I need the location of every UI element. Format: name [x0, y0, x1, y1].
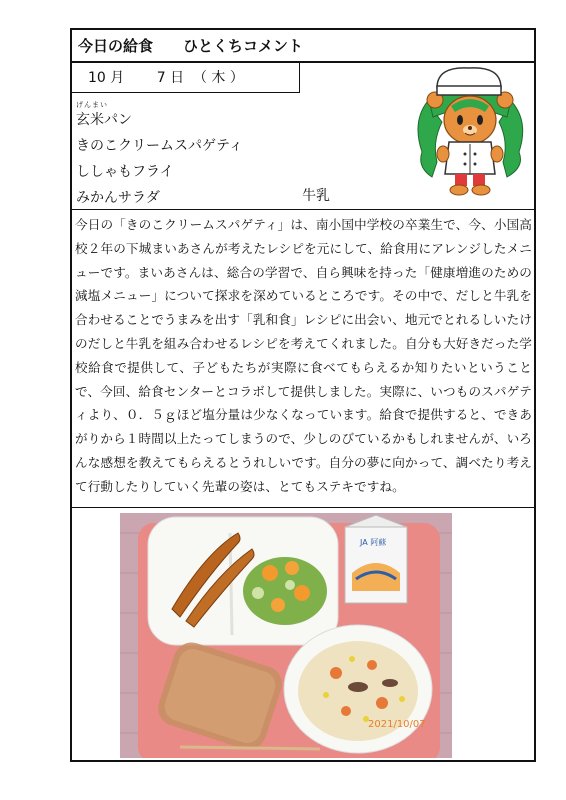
menu-item-label: ししゃもフライ	[76, 164, 174, 180]
comment-text: 今日の「きのこクリームスパゲティ」は、南小国中学校の卒業生で、今、小国高校２年の下城まいあさんが考えたレシピを元にして、給食用にアレンジしたメニューです。まいあさんは、総合の学習で、自ら興味を持った「健康増進のための減塩メニュー」について探求を深めているところです。その中で、だしと牛乳を合わせることでうまみを出す「乳和食」レシピに出会い、地元でとれるしいたけのだしと牛乳を組み合わせるレシピを考えてくれました。自分も大好きだった学校給食で提供して、子どもたちが実際に食べてもらえるか知りたいということで、今回、給食センターとコラボして提供しました。実際に、いつものスパゲティより、０．５ｇほど塩分量は少なくなっています。給食で提供すると、できあがりから１時間以上たってしまうので、少しのびているかもしれませんが、いろんな感想を教えてもらえるとうれしいです。自分の夢に向かって、調べたり考えて行動したりしていく先輩の姿は、とてもステキですね。	[75, 217, 532, 494]
menu-item-mushroom-spaghetti	[76, 135, 243, 155]
page-title: 今日の給食 ひとくちコメント	[72, 30, 534, 63]
menu-item-label: みかんサラダ	[76, 190, 160, 206]
menu-item-shishamo-fry	[76, 161, 174, 181]
menu-item-label: 玄米パン	[76, 112, 132, 128]
date-field: 10 月 7 日 （ 木 ）	[72, 63, 300, 93]
milk-carton-label: JA 阿蘇	[360, 538, 387, 547]
menu-item-label: きのこクリームスパゲティ	[76, 138, 243, 154]
chopsticks	[180, 747, 320, 749]
menu-item-milk: 牛乳	[302, 188, 330, 204]
lunch-photo	[120, 513, 452, 758]
photo-timestamp: 2021/10/07	[368, 719, 426, 730]
lunch-mascot-illustration	[407, 62, 532, 197]
lunch-comment-sheet	[70, 28, 536, 762]
menu-item-mikan-salad	[76, 187, 160, 207]
menu-item-reading: げんまい	[76, 101, 108, 109]
menu-item-genmai-pan	[76, 101, 132, 129]
comment-box	[72, 210, 534, 508]
